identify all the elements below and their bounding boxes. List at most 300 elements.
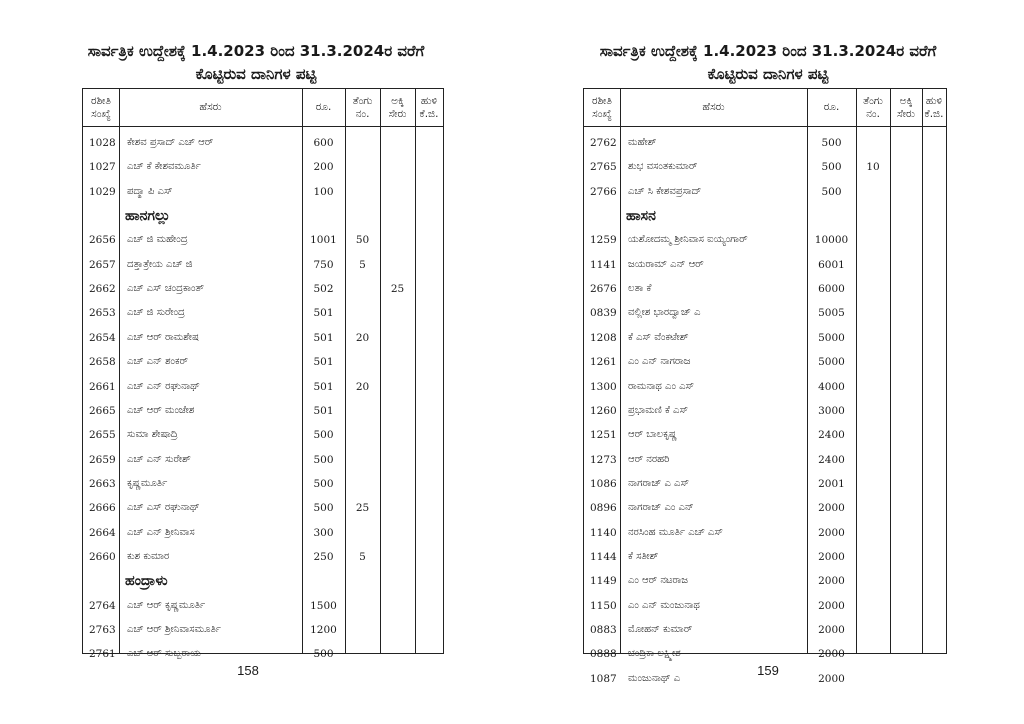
rice-cell	[380, 301, 415, 325]
header-name: ಹೆಸರು	[199, 101, 222, 113]
rupees-cell: 501	[313, 307, 334, 319]
donor-name-cell: ಎಚ್ ಎಸ್ ಚಂದ್ರಕಾಂತ್	[127, 283, 204, 294]
receipt-number-cell: 2655	[89, 429, 116, 441]
donor-name-cell: ದತ್ತಾತ್ರೇಯ ಎಚ್ ಜಿ	[127, 259, 193, 270]
rupees-cell: 5005	[818, 307, 845, 319]
tamarind-cell	[922, 228, 946, 252]
coconut-cell	[345, 448, 380, 472]
coconut-cell	[856, 618, 890, 642]
rupees-cell: 300	[313, 527, 334, 539]
coconut-cell	[856, 326, 890, 350]
rupees-cell: 2000	[818, 673, 845, 685]
table-row	[584, 350, 946, 374]
coconut-cell	[345, 423, 380, 447]
donor-name-cell: ಕೆ ಸತೀಶ್	[628, 551, 659, 562]
rupees-cell: 1200	[310, 624, 337, 636]
rice-cell	[890, 545, 922, 569]
rupees-cell: 500	[821, 186, 842, 198]
coconut-cell	[856, 545, 890, 569]
coconut-cell: 20	[355, 332, 370, 344]
table-row	[584, 545, 946, 569]
rice-cell	[380, 472, 415, 496]
table-row	[584, 569, 946, 593]
tamarind-cell	[922, 545, 946, 569]
table-row	[83, 180, 443, 204]
rupees-cell: 500	[313, 429, 334, 441]
receipt-number-cell: 1150	[590, 600, 617, 612]
tamarind-cell	[922, 350, 946, 374]
table-row	[83, 399, 443, 423]
rupees-cell: 2001	[818, 478, 845, 490]
rupees-cell: 2000	[818, 527, 845, 539]
table-row	[584, 618, 946, 642]
rice-cell	[890, 301, 922, 325]
rupees-cell: 500	[313, 478, 334, 490]
donor-name-cell: ಚಂದ್ರಿಕಾ ಲಕ್ಷ್ಮೀಶ	[628, 648, 681, 659]
table-row	[584, 472, 946, 496]
donor-name-cell: ಪ್ರಭಾಮಣಿ ಕೆ ಎಸ್	[628, 405, 689, 416]
table-row	[584, 423, 946, 447]
tamarind-cell	[415, 155, 443, 179]
rupees-cell: 500	[313, 454, 334, 466]
donor-name-cell: ಎಚ್ ಎನ್ ಸುರೇಶ್	[127, 454, 191, 465]
donor-name-cell: ಎಚ್ ಜಿ ಮಹೇಂದ್ರ	[127, 234, 188, 245]
rice-cell	[380, 496, 415, 520]
table-row	[584, 496, 946, 520]
donor-name-cell: ಮೋಹನ್ ಕುಮಾರ್	[628, 624, 693, 635]
donor-name-cell: ಎಚ್ ಎನ್ ಶಂಕರ್	[127, 356, 189, 367]
page-number: 159	[757, 663, 779, 678]
rupees-cell: 1500	[310, 600, 337, 612]
donor-name-cell: ಕೆ ಎಸ್ ವೆಂಕಟೇಶ್	[628, 332, 689, 343]
donor-name-cell: ಎಚ್ ಎಸ್ ರಘುನಾಥ್	[127, 502, 200, 513]
rupees-cell: 3000	[818, 405, 845, 417]
receipt-number-cell: 2659	[89, 454, 116, 466]
receipt-number-cell: 0888	[590, 648, 617, 660]
receipt-number-cell: 2663	[89, 478, 116, 490]
receipt-number-cell: 1029	[89, 186, 116, 198]
coconut-cell	[345, 350, 380, 374]
donor-name-cell: ಶುಭ ವಸಂತಕುಮಾರ್	[628, 161, 698, 172]
tamarind-cell	[415, 399, 443, 423]
table-row	[584, 594, 946, 618]
table-row	[584, 521, 946, 545]
table-row	[584, 228, 946, 252]
coconut-cell: 10	[866, 161, 880, 173]
coconut-cell: 20	[355, 381, 370, 393]
header-coconut: ತೆಂಗು ನಂ.	[352, 94, 373, 120]
section-heading: ಹಾಸನ	[626, 208, 656, 224]
coconut-cell	[856, 131, 890, 155]
rupees-cell: 2000	[818, 600, 845, 612]
donor-name-cell: ಮಹೇಶ್	[628, 137, 657, 148]
header-rupees: ರೂ.	[823, 101, 840, 113]
coconut-cell	[856, 472, 890, 496]
rupees-cell: 501	[313, 381, 334, 393]
table-row	[83, 350, 443, 374]
donor-name-cell: ಲತಾ ಕೆ	[628, 283, 652, 294]
page-title-line2: ಕೊಟ್ಟಿರುವ ದಾನಿಗಳ ಪಟ್ಟಿ	[195, 65, 317, 83]
rupees-cell: 6001	[818, 259, 845, 271]
rupees-cell: 2000	[818, 624, 845, 636]
coconut-cell	[856, 423, 890, 447]
rice-cell	[380, 423, 415, 447]
table-row	[83, 448, 443, 472]
donor-name-cell: ಎಚ್ ಆರ್ ಮಂಜೇಶ	[127, 405, 195, 416]
receipt-number-cell: 2676	[590, 283, 617, 295]
receipt-number-cell: 2764	[89, 600, 116, 612]
tamarind-cell	[415, 448, 443, 472]
donor-name-cell: ವಲ್ಲೀಶ ಭಾರದ್ವಾಜ್ ಎ	[628, 307, 701, 318]
receipt-number-cell: 1027	[89, 161, 116, 173]
header-rice: ಅಕ್ಕಿ ಸೇರು	[897, 94, 915, 120]
table-row	[584, 253, 946, 277]
donor-name-cell: ಕುಶ ಕುಮಾರ	[127, 551, 170, 562]
rupees-cell: 4000	[818, 381, 845, 393]
rupees-cell: 500	[821, 161, 842, 173]
receipt-number-cell: 1141	[590, 259, 617, 271]
rice-cell	[380, 180, 415, 204]
receipt-number-cell: 2658	[89, 356, 116, 368]
donor-name-cell: ಎಚ್ ಆರ್ ಕೃಷ್ಣಮೂರ್ತಿ	[127, 600, 206, 611]
rice-cell	[890, 155, 922, 179]
receipt-number-cell: 1273	[590, 454, 617, 466]
coconut-cell	[856, 180, 890, 204]
coconut-cell	[856, 448, 890, 472]
donor-name-cell: ನಾಗರಾಜ್ ಎ ಎಸ್	[628, 478, 690, 489]
tamarind-cell	[415, 180, 443, 204]
coconut-cell: 25	[355, 502, 370, 514]
coconut-cell	[345, 277, 380, 301]
tamarind-cell	[922, 521, 946, 545]
receipt-number-cell: 1144	[590, 551, 617, 563]
header-divider	[83, 126, 443, 127]
tamarind-cell	[922, 472, 946, 496]
tamarind-cell	[922, 423, 946, 447]
table-row	[584, 180, 946, 204]
receipt-number-cell: 2657	[89, 259, 116, 271]
header-coconut: ತೆಂಗು ನಂ.	[863, 94, 883, 120]
table-row	[584, 448, 946, 472]
donor-name-cell: ಎಚ್ ಸಿ ಕೇಶವಪ್ರಸಾದ್	[628, 186, 702, 197]
receipt-number-cell: 2653	[89, 307, 116, 319]
rupees-cell: 750	[313, 259, 334, 271]
table-row	[584, 155, 946, 179]
coconut-cell	[345, 618, 380, 642]
table-row	[83, 375, 443, 399]
rice-cell	[380, 253, 415, 277]
rupees-cell: 100	[313, 186, 334, 198]
donor-name-cell: ಕೃಷ್ಣಮೂರ್ತಿ	[127, 478, 168, 489]
table-row	[83, 228, 443, 252]
table-row	[83, 496, 443, 520]
donor-table	[82, 88, 444, 660]
tamarind-cell	[415, 131, 443, 155]
rice-cell	[890, 594, 922, 618]
receipt-number-cell: 2665	[89, 405, 116, 417]
donor-name-cell: ಯಶೋದಮ್ಮ ಶ್ರೀನಿವಾಸ ಐಯ್ಯಂಗಾರ್	[628, 234, 748, 245]
tamarind-cell	[415, 545, 443, 569]
right-page	[512, 0, 1024, 724]
header-rupees: ರೂ.	[315, 101, 332, 113]
table-row	[83, 594, 443, 618]
receipt-number-cell: 2763	[89, 624, 116, 636]
receipt-number-cell: 2762	[590, 137, 617, 149]
tamarind-cell	[415, 423, 443, 447]
rice-cell	[380, 545, 415, 569]
rupees-cell: 500	[821, 137, 842, 149]
rice-cell	[890, 326, 922, 350]
rice-cell: 25	[390, 283, 405, 295]
rupees-cell: 500	[313, 502, 334, 514]
coconut-cell	[345, 180, 380, 204]
donor-name-cell: ಎಂ ಎನ್ ನಾಗರಾಜ	[628, 356, 691, 367]
tamarind-cell	[922, 569, 946, 593]
receipt-number-cell: 0839	[590, 307, 617, 319]
rice-cell	[890, 180, 922, 204]
header-receipt-number: ರಶೀತಿ ಸಂಖ್ಯೆ	[592, 94, 612, 120]
page-title-line1: ಸಾರ್ವತ್ರಿಕ ಉದ್ದೇಶಕ್ಕೆ 1.4.2023 ರಿಂದ 31.3.2024ರ ವರೆಗೆ	[87, 42, 425, 60]
rice-cell	[380, 375, 415, 399]
table-row	[584, 277, 946, 301]
donor-name-cell: ಜಯರಾಮ್ ಎನ್ ಆರ್	[628, 259, 704, 270]
donor-name-cell: ಆರ್ ಬಾಲಕೃಷ್ಣ	[628, 429, 678, 440]
rice-cell	[380, 594, 415, 618]
tamarind-cell	[415, 277, 443, 301]
table-row	[83, 423, 443, 447]
receipt-number-cell: 2761	[89, 648, 116, 660]
donor-name-cell: ನಾಗರಾಜ್ ಎಂ ಎನ್	[628, 502, 694, 513]
receipt-number-cell: 1259	[590, 234, 617, 246]
rice-cell	[380, 350, 415, 374]
tamarind-cell	[415, 521, 443, 545]
receipt-number-cell: 1261	[590, 356, 617, 368]
rice-cell	[890, 448, 922, 472]
coconut-cell	[345, 472, 380, 496]
rupees-cell: 2000	[818, 551, 845, 563]
receipt-number-cell: 2666	[89, 502, 116, 514]
rupees-cell: 1001	[310, 234, 337, 246]
table-row	[584, 375, 946, 399]
tamarind-cell	[922, 180, 946, 204]
coconut-cell	[345, 155, 380, 179]
donor-name-cell: ಎಚ್ ಎನ್ ಶ್ರೀನಿವಾಸ	[127, 527, 195, 538]
rupees-cell: 501	[313, 332, 334, 344]
tamarind-cell	[922, 448, 946, 472]
receipt-number-cell: 1300	[590, 381, 617, 393]
rupees-cell: 10000	[814, 234, 849, 246]
page-number: 158	[237, 663, 259, 678]
tamarind-cell	[415, 496, 443, 520]
donor-name-cell: ಎಚ್ ಆರ್ ಶ್ರೀನಿವಾಸಮೂರ್ತಿ	[127, 624, 221, 635]
rice-cell	[380, 155, 415, 179]
tamarind-cell	[415, 594, 443, 618]
receipt-number-cell: 0896	[590, 502, 617, 514]
header-tamarind: ಹುಳಿ ಕೆ.ಜಿ.	[924, 94, 944, 120]
coconut-cell	[856, 521, 890, 545]
rupees-cell: 600	[313, 137, 334, 149]
receipt-number-cell: 1208	[590, 332, 617, 344]
rupees-cell: 2000	[818, 502, 845, 514]
rupees-cell: 501	[313, 405, 334, 417]
donor-name-cell: ರಾಮನಾಥ ಎಂ ಎಸ್	[628, 381, 695, 392]
rice-cell	[890, 228, 922, 252]
rice-cell	[380, 521, 415, 545]
coconut-cell	[856, 375, 890, 399]
receipt-number-cell: 1149	[590, 575, 617, 587]
rupees-cell: 502	[313, 283, 334, 295]
coconut-cell: 5	[359, 551, 366, 563]
header-divider	[584, 126, 946, 127]
coconut-cell	[856, 594, 890, 618]
tamarind-cell	[922, 375, 946, 399]
receipt-number-cell: 1260	[590, 405, 617, 417]
rice-cell	[890, 472, 922, 496]
tamarind-cell	[922, 301, 946, 325]
receipt-number-cell: 1086	[590, 478, 617, 490]
receipt-number-cell: 1251	[590, 429, 617, 441]
receipt-number-cell: 2766	[590, 186, 617, 198]
rice-cell	[380, 228, 415, 252]
tamarind-cell	[415, 472, 443, 496]
rice-cell	[890, 277, 922, 301]
donor-name-cell: ಎಂ ಎನ್ ಮಂಜುನಾಥ	[628, 600, 700, 611]
table-row	[584, 326, 946, 350]
tamarind-cell	[922, 277, 946, 301]
rice-cell	[890, 253, 922, 277]
receipt-number-cell: 2662	[89, 283, 116, 295]
receipt-number-cell: 2765	[590, 161, 617, 173]
coconut-cell	[345, 131, 380, 155]
tamarind-cell	[922, 326, 946, 350]
receipt-number-cell: 0883	[590, 624, 617, 636]
rice-cell	[890, 618, 922, 642]
page-title-line2: ಕೊಟ್ಟಿರುವ ದಾನಿಗಳ ಪಟ್ಟಿ	[707, 65, 829, 83]
tamarind-cell	[922, 594, 946, 618]
coconut-cell	[856, 399, 890, 423]
rice-cell	[380, 326, 415, 350]
rupees-cell: 5000	[818, 332, 845, 344]
rice-cell	[890, 496, 922, 520]
receipt-number-cell: 2656	[89, 234, 116, 246]
table-row	[584, 399, 946, 423]
table-row	[83, 131, 443, 155]
tamarind-cell	[415, 228, 443, 252]
rupees-cell: 501	[313, 356, 334, 368]
receipt-number-cell: 2661	[89, 381, 116, 393]
coconut-cell	[345, 301, 380, 325]
receipt-number-cell: 1140	[590, 527, 617, 539]
table-row	[83, 155, 443, 179]
rupees-cell: 2000	[818, 648, 845, 660]
rice-cell	[890, 423, 922, 447]
rice-cell	[890, 521, 922, 545]
coconut-cell	[856, 228, 890, 252]
table-row	[83, 326, 443, 350]
donor-name-cell: ಎಚ್ ಜಿ ಸುರೇಂದ್ರ	[127, 307, 185, 318]
coconut-cell: 50	[355, 234, 370, 246]
section-heading: ಹಾನಗಲ್ಲು	[125, 208, 171, 224]
coconut-cell	[345, 594, 380, 618]
coconut-cell	[856, 569, 890, 593]
donor-name-cell: ಕೇಶವ ಪ್ರಸಾದ್ ಎಚ್ ಆರ್	[127, 137, 214, 148]
tamarind-cell	[415, 253, 443, 277]
rice-cell	[890, 375, 922, 399]
donor-name-cell: ಸುಮಾ ಶೇಷಾದ್ರಿ	[127, 429, 178, 440]
tamarind-cell	[922, 618, 946, 642]
table-row	[83, 277, 443, 301]
donor-name-cell: ಎಚ್ ಆರ್ ಸುಬ್ಬರಾಯ	[127, 648, 201, 659]
rice-cell	[890, 350, 922, 374]
section-heading: ಹಂದ್ರಾಳು	[125, 573, 168, 589]
coconut-cell	[856, 253, 890, 277]
tamarind-cell	[922, 253, 946, 277]
rupees-cell: 500	[313, 648, 334, 660]
receipt-number-cell: 1087	[590, 673, 617, 685]
page-title-line1: ಸಾರ್ವತ್ರಿಕ ಉದ್ದೇಶಕ್ಕೆ 1.4.2023 ರಿಂದ 31.3.2024ರ ವರೆಗೆ	[599, 42, 937, 60]
tamarind-cell	[922, 496, 946, 520]
tamarind-cell	[922, 399, 946, 423]
tamarind-cell	[415, 326, 443, 350]
table-row	[83, 472, 443, 496]
donor-name-cell: ಎಚ್ ಕೆ ಕೇಶವಮೂರ್ತಿ	[127, 161, 201, 172]
tamarind-cell	[922, 155, 946, 179]
coconut-cell	[345, 521, 380, 545]
donor-name-cell: ನರಸಿಂಹ ಮೂರ್ತಿ ಎಚ್ ಎಸ್	[628, 527, 723, 538]
coconut-cell	[856, 496, 890, 520]
rice-cell	[380, 448, 415, 472]
coconut-cell	[345, 399, 380, 423]
rice-cell	[890, 131, 922, 155]
table-row	[83, 545, 443, 569]
rupees-cell: 2000	[818, 575, 845, 587]
rice-cell	[890, 569, 922, 593]
tamarind-cell	[922, 131, 946, 155]
table-row	[83, 521, 443, 545]
coconut-cell	[856, 301, 890, 325]
rupees-cell: 200	[313, 161, 334, 173]
table-row	[584, 131, 946, 155]
header-name: ಹೆಸರು	[702, 101, 725, 113]
header-rice: ಅಕ್ಕಿ ಸೇರು	[388, 94, 407, 120]
donor-name-cell: ಎಚ್ ಎನ್ ರಘುನಾಥ್	[127, 381, 200, 392]
table-row	[83, 253, 443, 277]
header-tamarind: ಹುಳಿ ಕೆ.ಜಿ.	[419, 94, 439, 120]
coconut-cell	[856, 350, 890, 374]
tamarind-cell	[415, 350, 443, 374]
receipt-number-cell: 2654	[89, 332, 116, 344]
tamarind-cell	[415, 618, 443, 642]
receipt-number-cell: 2660	[89, 551, 116, 563]
receipt-number-cell: 1028	[89, 137, 116, 149]
rupees-cell: 6000	[818, 283, 845, 295]
coconut-cell	[856, 277, 890, 301]
table-row	[83, 301, 443, 325]
rupees-cell: 2400	[818, 454, 845, 466]
rice-cell	[380, 131, 415, 155]
donor-name-cell: ಎಚ್ ಆರ್ ರಾಮಶೇಷ	[127, 332, 199, 343]
rupees-cell: 5000	[818, 356, 845, 368]
tamarind-cell	[415, 375, 443, 399]
tamarind-cell	[415, 301, 443, 325]
coconut-cell: 5	[359, 259, 366, 271]
rupees-cell: 2400	[818, 429, 845, 441]
table-row	[584, 301, 946, 325]
donor-name-cell: ಮಂಜುನಾಥ್ ಎ	[628, 673, 681, 684]
rupees-cell: 250	[313, 551, 334, 563]
rice-cell	[380, 399, 415, 423]
receipt-number-cell: 2664	[89, 527, 116, 539]
